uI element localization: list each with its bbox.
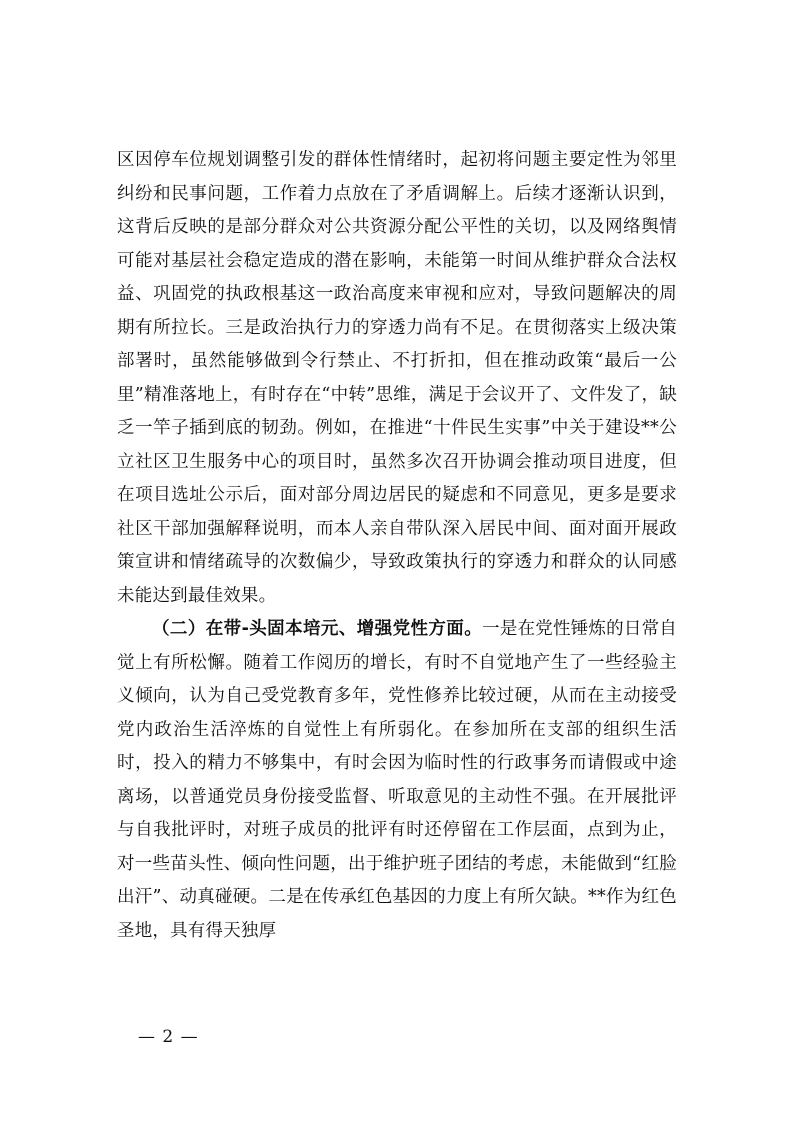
page-body (117, 144, 677, 948)
paragraph-continuation (117, 144, 677, 613)
paragraph-text: 区因停车位规划调整引发的群体性情绪时，起初将问题主要定性为邻里纠纷和民事问题，工作着力点放在了矛盾调解上。后续才逐渐认识到，这背后反映的是部分群众对公共资源分配公平性的关切，以及网络舆情可能对基层社会稳定造成的潜在影响，未能第一时间从维护群众合法权益、巩固党的执政根基这一政治高度来审视和应对，导致问题解决的周期有所拉长。三是政治执行力的穿透力尚有不足。在贯彻落实上级决策部署时，虽然能够做到令行禁止、不打折扣，但在推动政策“最后一公里”精准落地上，有时存在“中转”思维，满足于会议开了、文件发了，缺乏一竿子插到底的韧劲。例如，在推进“十件民生实事”中关于建设**公立社区卫生服务中心的项目时，虽然多次召开协调会推动项目进度，但在项目选址公示后，面对部分周边居民的疑虑和不同意见，更多是要求社区干部加强解释说明，而本人亲自带队深入居民中间、面对面开展政策宣讲和情绪疏导的次数偏少，导致政策执行的穿透力和群众的认同感未能达到最佳效果。 (117, 150, 677, 606)
paragraph-section-two (117, 613, 677, 948)
section-heading: （二）在带-头固本培元、增强党性方面。 (152, 619, 483, 639)
paragraph-text: 一是在党性锤炼的日常自觉上有所松懈。随着工作阅历的增长，有时不自觉地产生了一些经验主义倾向，认为自己受党教育多年，党性修养比较过硬，从而在主动接受党内政治生活淬炼的自觉性上有所弱化。在参加所在支部的组织生活时，投入的精力不够集中，有时会因为临时性的行政事务而请假或中途离场，以普通党员身份接受监督、听取意见的主动性不强。在开展批评与自我批评时，对班子成员的批评有时还停留在工作层面，点到为止，对一些苗头性、倾向性问题，出于维护班子团结的考虑，未能做到“红脸出汗”、动真碰硬。二是在传承红色基因的力度上有所欠缺。**作为红色圣地，具有得天独厚 (117, 619, 677, 941)
page-number: — 2 — (138, 1027, 199, 1047)
